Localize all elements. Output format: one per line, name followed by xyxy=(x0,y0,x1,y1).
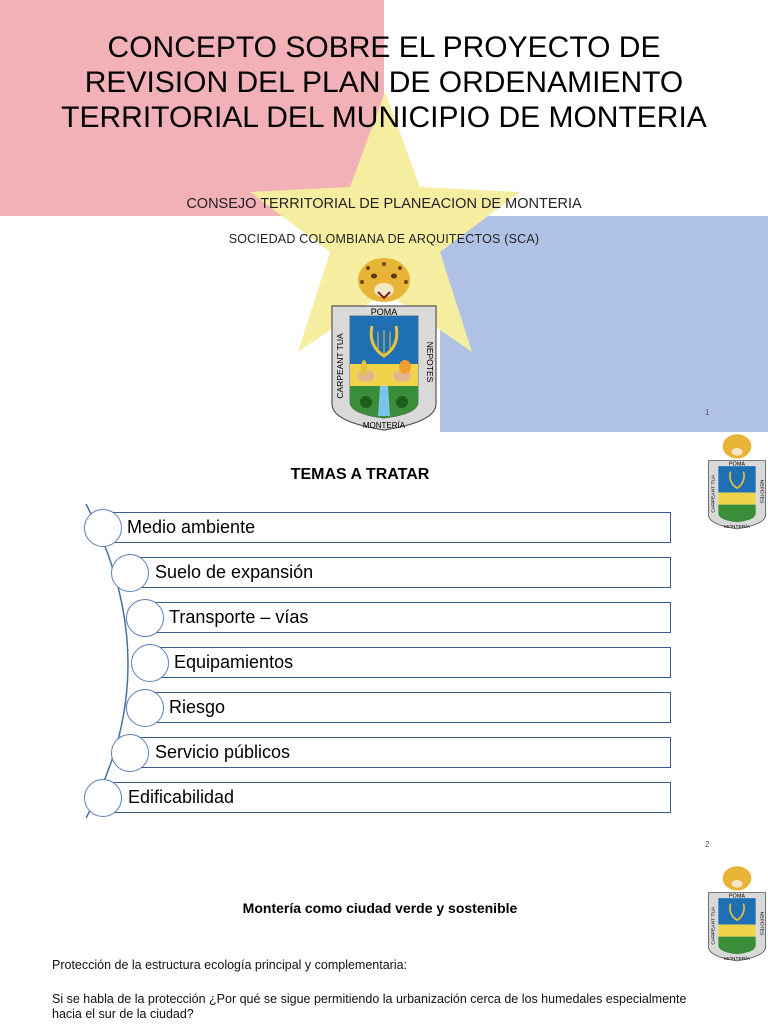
topic-item xyxy=(151,647,671,678)
topic-label: Medio ambiente xyxy=(127,517,256,537)
slide-cover xyxy=(0,0,768,432)
crest-top-label: POMA xyxy=(728,893,746,900)
topic-bullet xyxy=(131,644,169,682)
cover-subtitle-sca: SOCIEDAD COLOMBIANA DE ARQUITECTOS (SCA) xyxy=(228,232,540,246)
topic-label: Equipamientos xyxy=(174,652,294,672)
topics-title: TEMAS A TRATAR xyxy=(290,466,430,483)
topic-bullet xyxy=(84,509,122,547)
topic-item xyxy=(131,557,671,588)
monteria-coat-of-arms xyxy=(328,254,440,432)
crest-top-label: POMA xyxy=(728,461,746,468)
topic-item xyxy=(146,602,671,633)
crest-bottom-label: MONTERÍA xyxy=(723,956,751,962)
section-title: Montería como ciudad verde y sostenible xyxy=(242,900,518,916)
crest-left-label: CARPEANT TUA xyxy=(711,906,717,945)
topic-bullet xyxy=(126,599,164,637)
slide-green-city xyxy=(0,852,768,1024)
crest-right-label: NEPOTES xyxy=(758,479,764,504)
cover-title: CONCEPTO SOBRE EL PROYECTO DE REVISION DEL PLAN DE ORDENAMIENTO TERRITORIAL DEL MUNICIPIO DE MONTERIA xyxy=(61,31,707,134)
topic-item xyxy=(104,512,671,543)
crest-right-label: NEPOTES xyxy=(758,911,764,936)
topic-bullet xyxy=(111,554,149,592)
topic-bullet xyxy=(84,779,122,817)
paragraph: Protección de la estructura ecología principal y complementaria: xyxy=(52,958,408,972)
crest-bottom-label: MONTERÍA xyxy=(362,421,406,430)
topic-item xyxy=(146,692,671,723)
topic-label: Suelo de expansión xyxy=(155,562,314,582)
topic-label: Edificabilidad xyxy=(128,787,235,807)
topic-bullet xyxy=(111,734,149,772)
crest-left-label: CARPEANT TUA xyxy=(711,474,717,513)
list-arc-line xyxy=(0,492,140,832)
topic-label: Transporte – vías xyxy=(169,607,309,627)
monteria-coat-of-arms-small xyxy=(706,432,768,530)
crest-left-label: CARPEANT TUA xyxy=(335,333,345,399)
crest-top-label: POMA xyxy=(370,307,398,317)
monteria-coat-of-arms-small xyxy=(706,864,768,962)
topic-bullet xyxy=(126,689,164,727)
topic-item xyxy=(104,782,671,813)
topic-item xyxy=(131,737,671,768)
topic-label: Riesgo xyxy=(169,697,226,717)
paragraph: Si se habla de la protección ¿Por qué se sigue permitiendo la urbanización cerca de los humedales especialmente hacia el sur de la ciudad? xyxy=(52,992,687,1021)
page-number: 1 xyxy=(705,408,710,417)
page-number: 2 xyxy=(705,840,710,849)
crest-right-label: NEPOTES xyxy=(425,341,435,383)
slide-topics xyxy=(0,432,768,852)
topic-label: Servicio públicos xyxy=(155,742,291,762)
cover-subtitle: CONSEJO TERRITORIAL DE PLANEACION DE MONTERIA xyxy=(186,196,582,212)
crest-bottom-label: MONTERÍA xyxy=(723,524,751,530)
